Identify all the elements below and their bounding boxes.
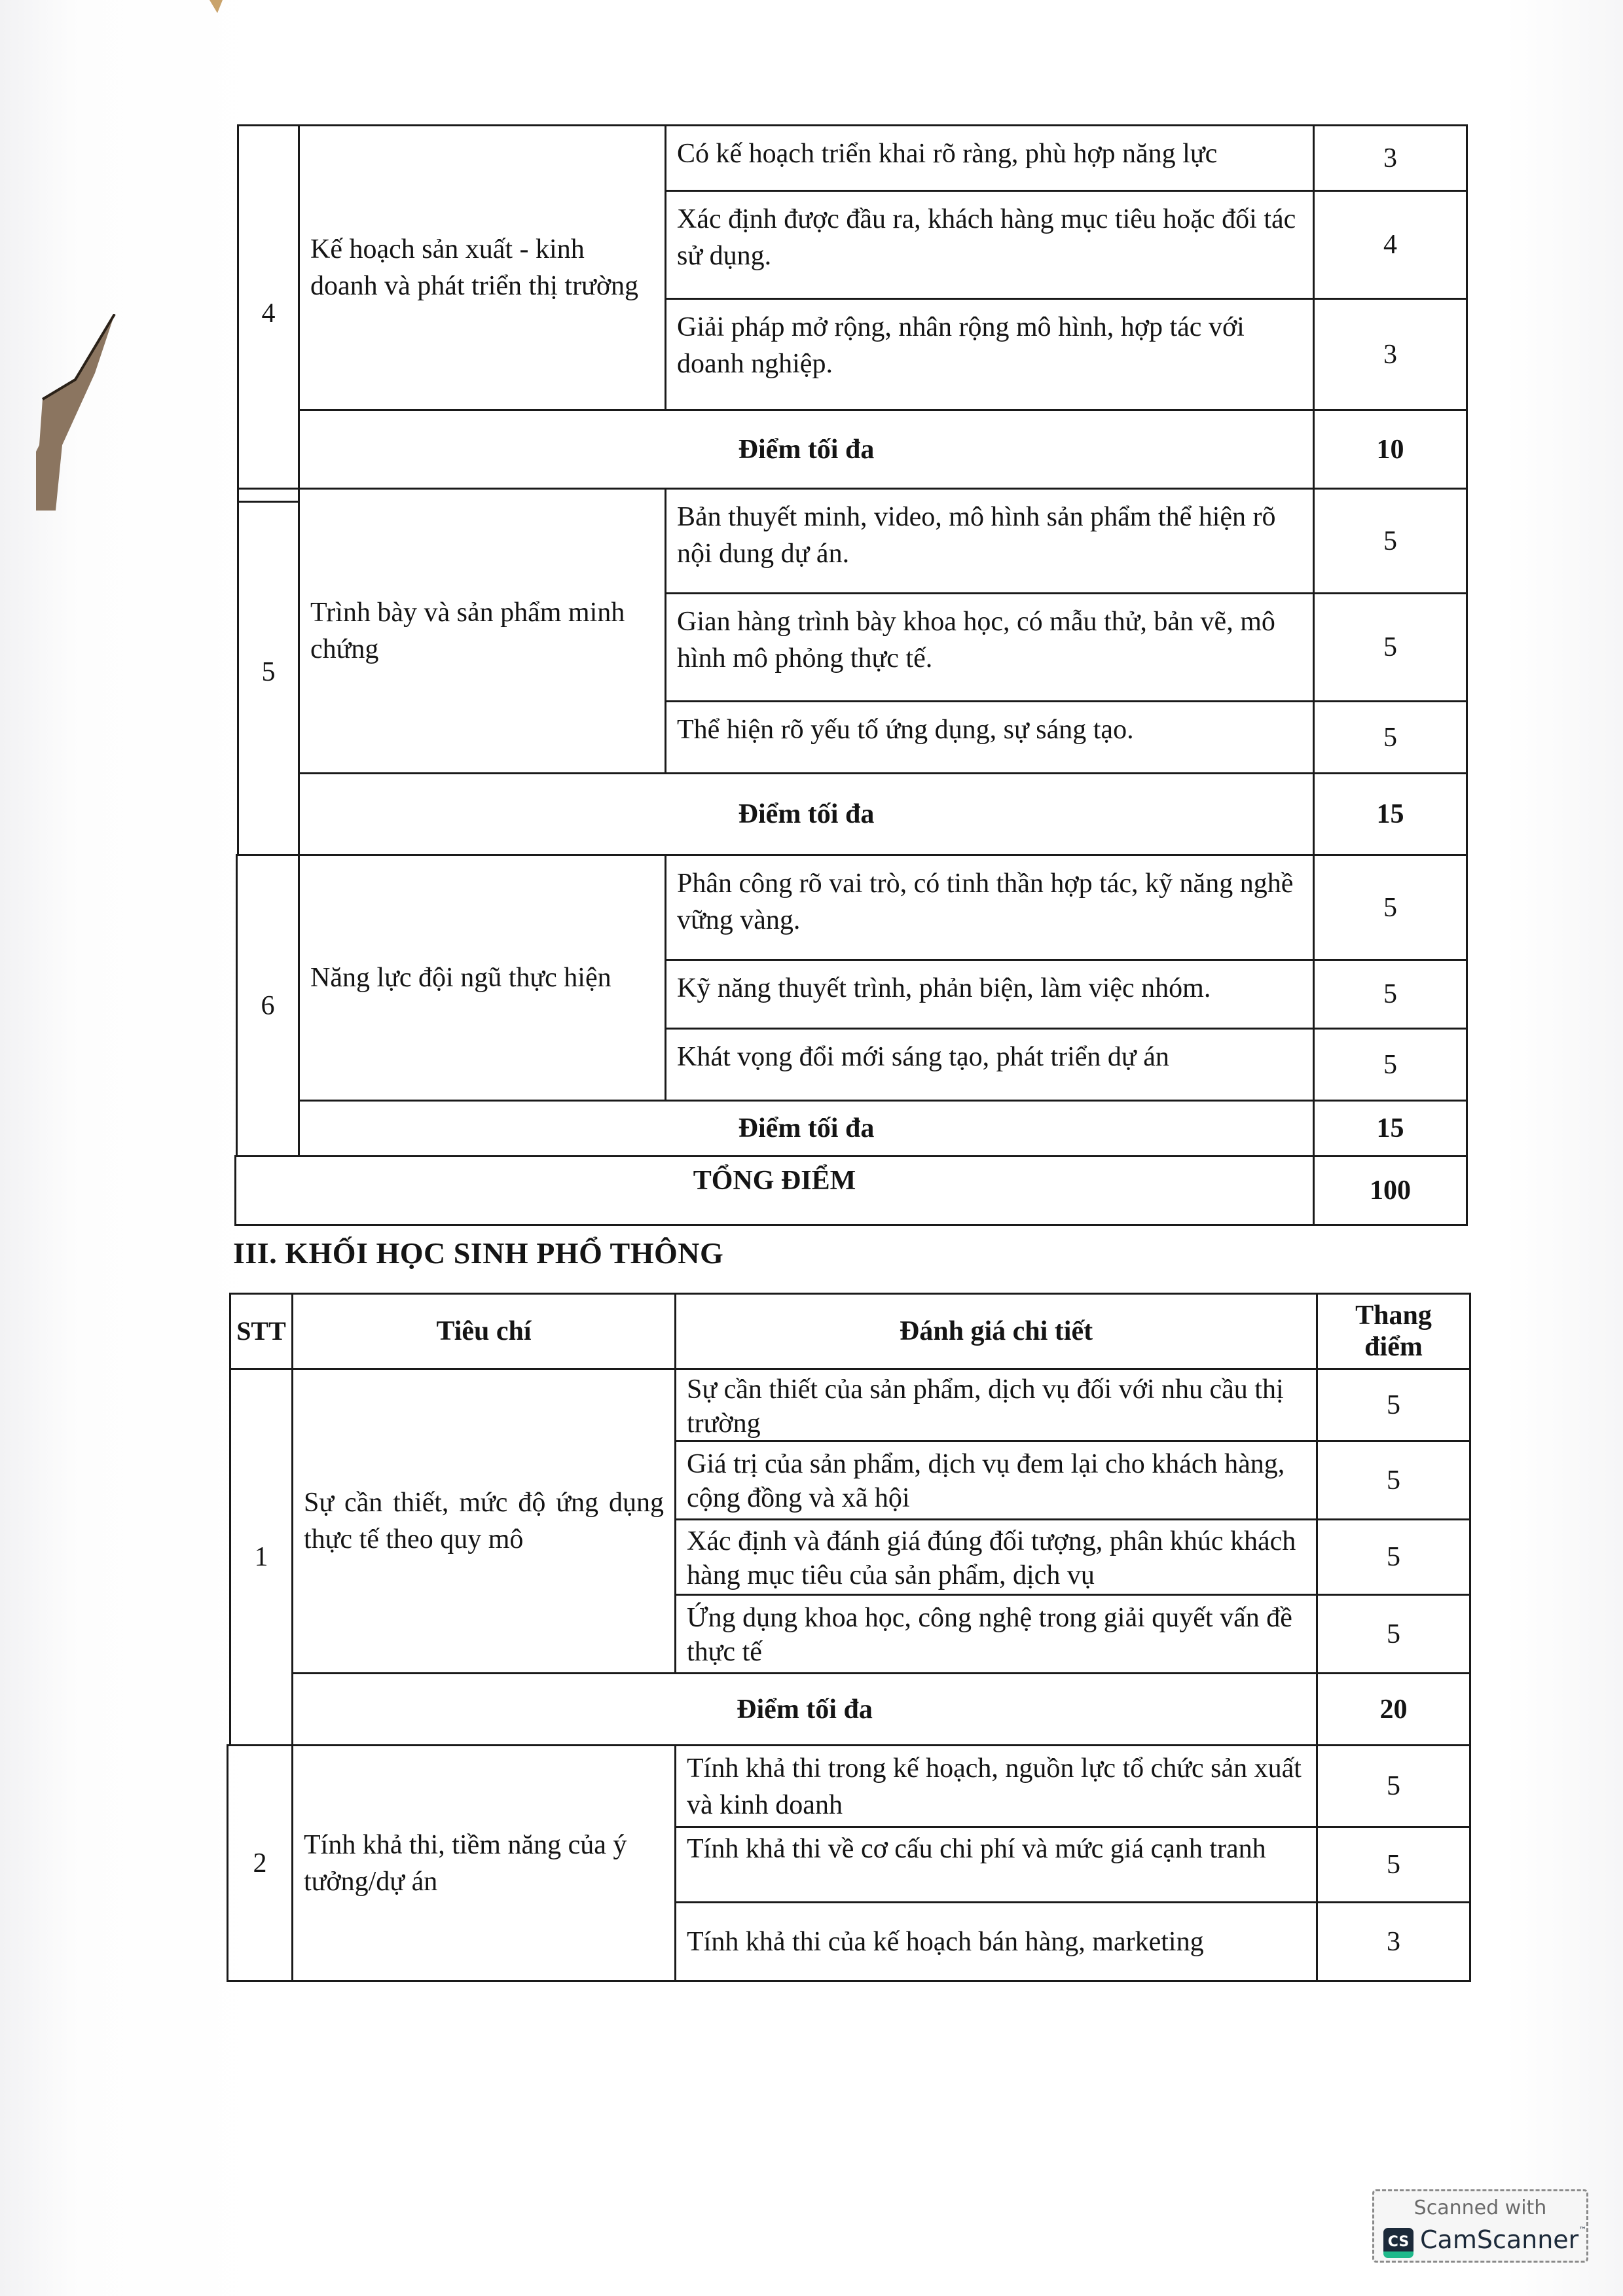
total-label-cell [234, 1155, 1315, 1226]
score-cell [1316, 1744, 1471, 1828]
header-detail [674, 1293, 1318, 1370]
total-score-cell [1313, 1155, 1468, 1226]
score-value: 5 [1387, 1465, 1400, 1496]
score-cell [1316, 1440, 1471, 1520]
score-cell [1316, 1368, 1471, 1442]
detail-cell [674, 1440, 1318, 1520]
score-value: 5 [1387, 1619, 1400, 1649]
detail-cell [674, 1594, 1318, 1674]
score-cell [1313, 854, 1468, 961]
score-value: 5 [1387, 1390, 1400, 1420]
detail-cell [665, 190, 1315, 300]
max-score-cell [1316, 1672, 1471, 1746]
criterion-text: Năng lực đội ngũ thực hiện [310, 963, 611, 993]
score-value: 3 [1387, 1926, 1400, 1957]
criterion-cell [298, 854, 666, 1102]
score-cell [1313, 959, 1468, 1030]
detail-text: Xác định được đầu ra, khách hàng mục tiêu hoặc đối tác sử dụng. [677, 204, 1296, 271]
binder-clip-icon [208, 0, 224, 14]
max-score-cell [1313, 409, 1468, 490]
detail-cell [674, 1826, 1318, 1903]
criterion-cell [298, 488, 666, 774]
score-value: 5 [1383, 632, 1397, 662]
detail-cell [665, 959, 1315, 1030]
detail-text: Tính khả thi của kế hoạch bán hàng, marketing [687, 1926, 1204, 1957]
max-score-value: 15 [1376, 799, 1404, 829]
detail-cell [674, 1518, 1318, 1596]
detail-cell [665, 592, 1315, 702]
score-cell [1316, 1901, 1471, 1982]
total-label: TỔNG ĐIỂM [693, 1166, 856, 1196]
detail-text: Có kế hoạch triển khai rõ ràng, phù hợp năng lực [677, 139, 1218, 169]
max-score-value: 20 [1379, 1694, 1408, 1725]
detail-text: Sự cần thiết của sản phẩm, dịch vụ đối với nhu cầu thị trường [687, 1374, 1284, 1439]
detail-text: Tính khả thi trong kế hoạch, nguồn lực tổ chức sản xuất và kinh doanh [687, 1753, 1302, 1820]
score-value: 5 [1387, 1771, 1400, 1801]
header-score-label: Thang điểm [1355, 1300, 1432, 1362]
max-score-value: 15 [1376, 1113, 1404, 1143]
torn-paper-edge [36, 314, 121, 511]
detail-text: Thể hiện rõ yếu tố ứng dụng, sự sáng tạo. [677, 715, 1134, 745]
criterion-cell [291, 1368, 676, 1674]
detail-text: Gian hàng trình bày khoa học, có mẫu thử, bản vẽ, mô hình mô phỏng thực tế. [677, 607, 1275, 673]
watermark-caption: Scanned with [1413, 2197, 1547, 2219]
stt-cell [237, 488, 300, 856]
stt-value: 2 [253, 1848, 267, 1878]
detail-cell [665, 854, 1315, 961]
detail-text: Xác định và đánh giá đúng đối tượng, phân khúc khách hàng mục tiêu của sản phẩm, dịch vụ [687, 1526, 1296, 1590]
header-criterion [291, 1293, 676, 1370]
criterion-cell [291, 1744, 676, 1982]
total-score-value: 100 [1370, 1175, 1411, 1206]
max-score-label-cell [291, 1672, 1318, 1746]
detail-cell [674, 1744, 1318, 1828]
max-score-cell [1313, 1100, 1468, 1157]
stt-value: 5 [261, 656, 276, 687]
max-score-label-cell [298, 1100, 1315, 1157]
criterion-cell [298, 124, 666, 411]
max-score-cell [1313, 772, 1468, 856]
score-cell [1313, 1028, 1468, 1102]
stt-value: 4 [261, 298, 276, 329]
criterion-text: Trình bày và sản phẩm minh chứng [310, 598, 625, 664]
criterion-text: Sự cần thiết, mức độ ứng dụng thực tế theo quy mô [304, 1488, 664, 1554]
watermark-brand [1420, 2225, 1586, 2254]
criterion-text: Tính khả thi, tiềm năng của ý tưởng/dự án [304, 1829, 627, 1897]
detail-cell [665, 298, 1315, 411]
detail-cell [674, 1368, 1318, 1442]
detail-text: Bản thuyết minh, video, mô hình sản phẩm thể hiện rõ nội dung dự án. [677, 502, 1276, 569]
section-heading: III. KHỐI HỌC SINH PHỔ THÔNG [233, 1236, 724, 1270]
detail-text: Ứng dụng khoa học, công nghệ trong giải quyết vấn đề thực tế [687, 1603, 1292, 1667]
detail-cell [665, 700, 1315, 774]
max-score-label: Điểm tối đa [737, 1694, 873, 1725]
score-cell [1316, 1518, 1471, 1596]
detail-text: Tính khả thi về cơ cấu chi phí và mức giá cạnh tranh [687, 1834, 1266, 1864]
score-value: 5 [1387, 1850, 1400, 1880]
score-cell [1313, 124, 1468, 192]
score-cell [1313, 488, 1468, 594]
score-value: 3 [1383, 143, 1397, 173]
header-stt [229, 1293, 293, 1370]
detail-cell [665, 488, 1315, 594]
score-value: 3 [1383, 339, 1397, 370]
detail-text: Kỹ năng thuyết trình, phản biện, làm việc nhóm. [677, 973, 1211, 1003]
detail-text: Phân công rõ vai trò, có tinh thần hợp tác, kỹ năng nghề vững vàng. [677, 869, 1294, 935]
score-value: 5 [1383, 979, 1397, 1009]
max-score-label: Điểm tối đa [738, 1113, 875, 1143]
score-value: 5 [1383, 892, 1397, 923]
watermark-brand-name: CamScanner [1420, 2225, 1579, 2254]
max-score-label-cell [298, 409, 1315, 490]
detail-cell [665, 1028, 1315, 1102]
detail-cell [674, 1901, 1318, 1982]
detail-text: Giải pháp mở rộng, nhân rộng mô hình, hợp tác với doanh nghiệp. [677, 312, 1245, 379]
score-cell [1313, 700, 1468, 774]
max-score-label: Điểm tối đa [738, 434, 875, 465]
max-score-value: 10 [1376, 434, 1404, 465]
max-score-label: Điểm tối đa [738, 799, 875, 829]
score-value: 5 [1387, 1542, 1400, 1572]
score-value: 5 [1383, 526, 1397, 556]
max-score-label-cell [298, 772, 1315, 856]
score-value: 5 [1383, 722, 1397, 753]
header-score [1316, 1293, 1471, 1370]
stt-cell [236, 854, 300, 1157]
score-cell [1313, 592, 1468, 702]
stt-cell [229, 1368, 293, 1746]
score-value: 5 [1383, 1049, 1397, 1080]
score-value: 4 [1383, 230, 1397, 260]
trademark-symbol: ™ [1578, 2225, 1587, 2234]
stt-cell [227, 1744, 293, 1982]
header-criterion-label: Tiêu chí [436, 1316, 532, 1346]
camscanner-watermark [1372, 2189, 1588, 2263]
detail-cell [665, 124, 1315, 192]
score-cell [1316, 1826, 1471, 1903]
score-cell [1316, 1594, 1471, 1674]
header-stt-label: STT [236, 1316, 286, 1346]
detail-text: Khát vọng đổi mới sáng tạo, phát triển dự án [677, 1042, 1169, 1072]
stt-value: 6 [261, 990, 275, 1021]
score-cell [1313, 190, 1468, 300]
camscanner-logo-icon: CS [1383, 2228, 1413, 2258]
detail-text: Giá trị của sản phẩm, dịch vụ đem lại cho khách hàng, cộng đồng và xã hội [687, 1449, 1285, 1513]
stt-value: 1 [254, 1542, 268, 1572]
score-cell [1313, 298, 1468, 411]
criterion-text: Kế hoạch sản xuất - kinh doanh và phát triển thị trường [310, 234, 639, 301]
stt-cell [237, 124, 300, 503]
header-detail-label: Đánh giá chi tiết [899, 1316, 1093, 1346]
